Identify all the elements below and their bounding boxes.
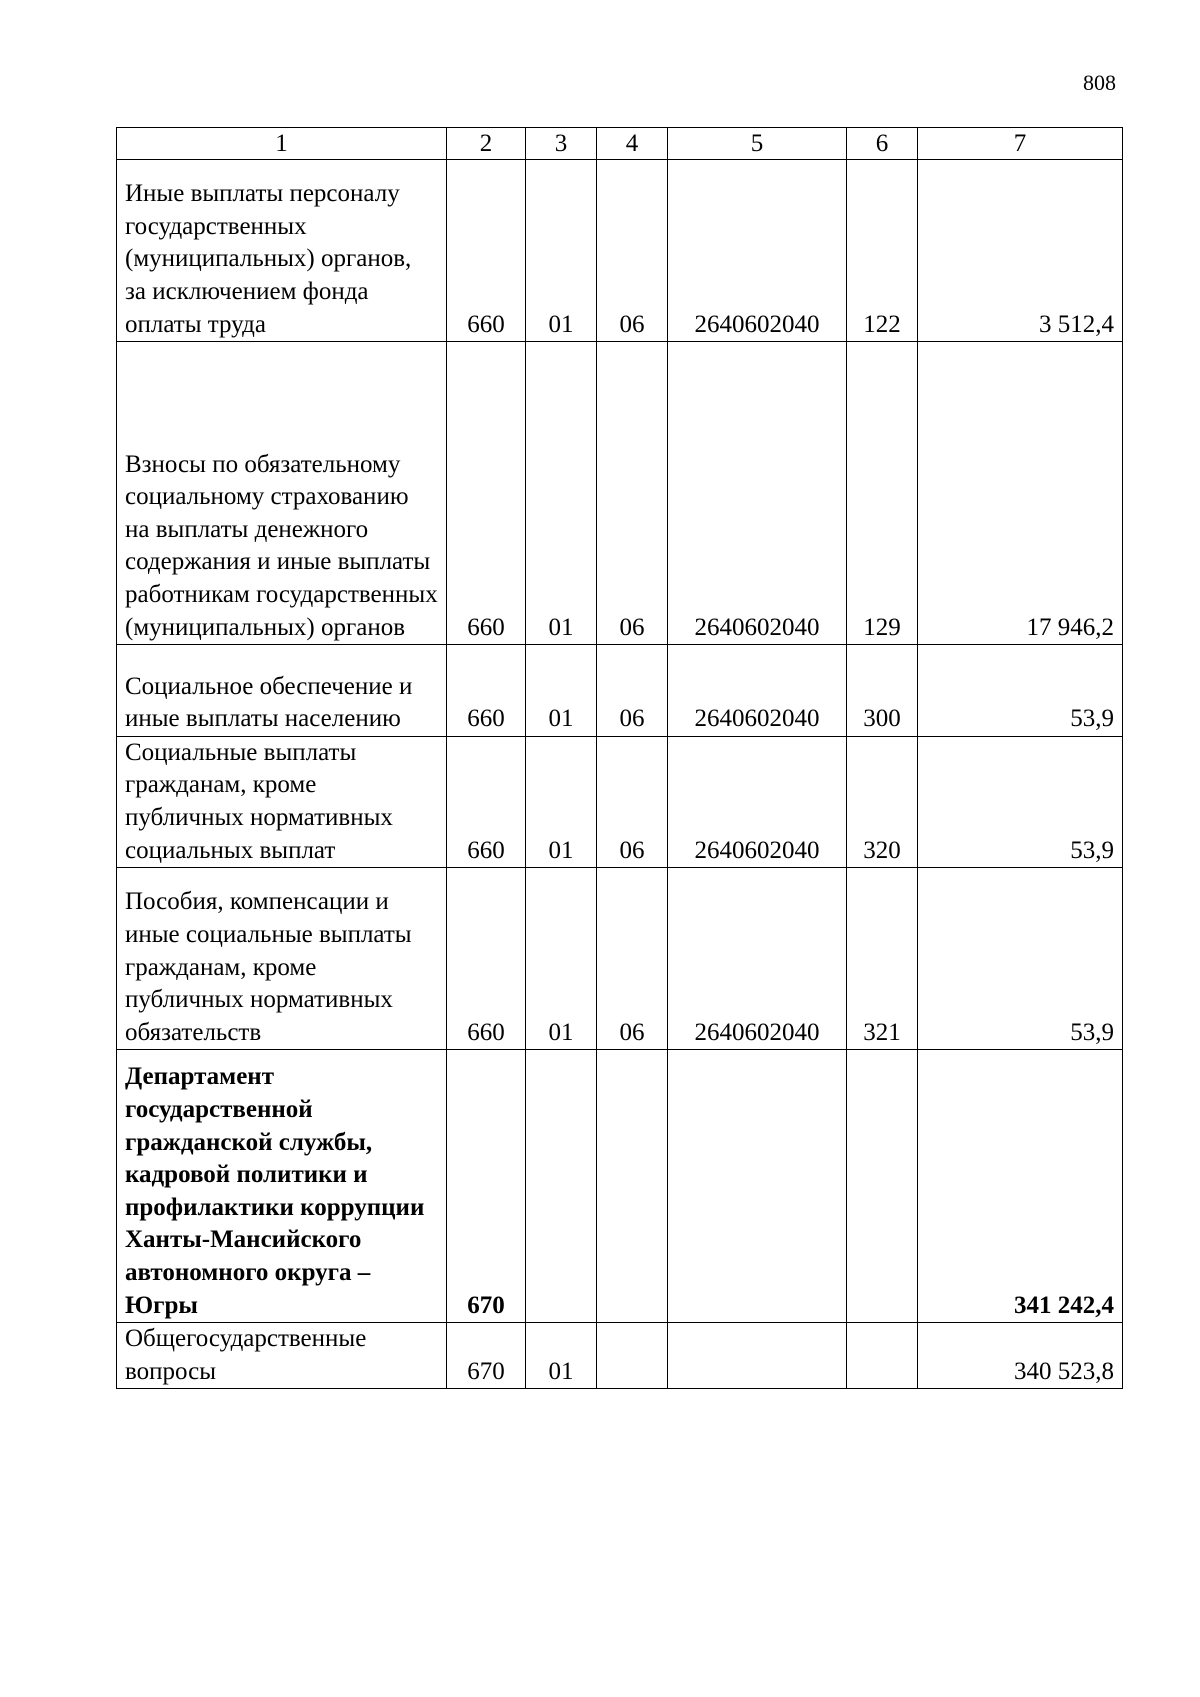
table-row — [117, 736, 1123, 867]
row-ministry-code: 670 — [447, 1050, 526, 1323]
row-amount: 3 512,4 — [918, 160, 1123, 342]
header-col-1: 1 — [117, 128, 447, 160]
row-target-code: 2640602040 — [668, 868, 847, 1050]
row-section-code — [526, 1050, 597, 1323]
row-target-code — [668, 1323, 847, 1389]
row-subsection-code — [597, 1050, 668, 1323]
row-subsection-code — [597, 1323, 668, 1389]
header-row — [117, 128, 1123, 160]
row-section-code: 01 — [526, 736, 597, 867]
header-col-5: 5 — [668, 128, 847, 160]
row-name: Социальное обеспечение и иные выплаты населению — [117, 645, 447, 737]
row-section-code: 01 — [526, 342, 597, 645]
row-target-code: 2640602040 — [668, 342, 847, 645]
table-row — [117, 645, 1123, 737]
header-col-2: 2 — [447, 128, 526, 160]
row-name: Социальные выплаты гражданам, кроме публичных нормативных социальных выплат — [117, 736, 447, 867]
row-target-code — [668, 1050, 847, 1323]
row-section-code: 01 — [526, 645, 597, 737]
row-expense-type-code: 300 — [847, 645, 918, 737]
row-section-code: 01 — [526, 868, 597, 1050]
table-row — [117, 1050, 1123, 1323]
row-subsection-code: 06 — [597, 160, 668, 342]
table-row — [117, 160, 1123, 342]
row-name: Иные выплаты персоналу государственных (муниципальных) органов, за исключением фонда оплаты труда — [117, 160, 447, 342]
row-name: Департамент государственной гражданской службы, кадровой политики и профилактики коррупции Ханты-Мансийского автономного округа – Югры — [117, 1050, 447, 1323]
header-col-4: 4 — [597, 128, 668, 160]
row-subsection-code: 06 — [597, 342, 668, 645]
row-expense-type-code: 320 — [847, 736, 918, 867]
header-col-6: 6 — [847, 128, 918, 160]
row-target-code: 2640602040 — [668, 160, 847, 342]
row-target-code: 2640602040 — [668, 736, 847, 867]
row-amount: 340 523,8 — [918, 1323, 1123, 1389]
row-amount: 53,9 — [918, 645, 1123, 737]
row-expense-type-code: 129 — [847, 342, 918, 645]
row-ministry-code: 660 — [447, 736, 526, 867]
row-amount: 53,9 — [918, 868, 1123, 1050]
row-ministry-code: 660 — [447, 160, 526, 342]
row-section-code: 01 — [526, 160, 597, 342]
budget-table — [116, 127, 1123, 1389]
row-subsection-code: 06 — [597, 645, 668, 737]
row-subsection-code: 06 — [597, 736, 668, 867]
row-subsection-code: 06 — [597, 868, 668, 1050]
row-ministry-code: 660 — [447, 645, 526, 737]
table-row — [117, 868, 1123, 1050]
row-section-code: 01 — [526, 1323, 597, 1389]
row-expense-type-code — [847, 1323, 918, 1389]
row-name: Взносы по обязательному социальному страхованию на выплаты денежного содержания и иные выплаты работникам государственных (муниципальных) органов — [117, 342, 447, 645]
row-expense-type-code — [847, 1050, 918, 1323]
page-number: 808 — [1083, 70, 1116, 95]
row-amount: 53,9 — [918, 736, 1123, 867]
row-expense-type-code: 122 — [847, 160, 918, 342]
row-target-code: 2640602040 — [668, 645, 847, 737]
header-col-3: 3 — [526, 128, 597, 160]
row-name: Общегосударственные вопросы — [117, 1323, 447, 1389]
row-ministry-code: 670 — [447, 1323, 526, 1389]
table-row — [117, 342, 1123, 645]
row-name: Пособия, компенсации и иные социальные выплаты гражданам, кроме публичных нормативных обязательств — [117, 868, 447, 1050]
row-ministry-code: 660 — [447, 342, 526, 645]
row-amount: 341 242,4 — [918, 1050, 1123, 1323]
row-expense-type-code: 321 — [847, 868, 918, 1050]
row-ministry-code: 660 — [447, 868, 526, 1050]
header-col-7: 7 — [918, 128, 1123, 160]
row-amount: 17 946,2 — [918, 342, 1123, 645]
table-row — [117, 1323, 1123, 1389]
